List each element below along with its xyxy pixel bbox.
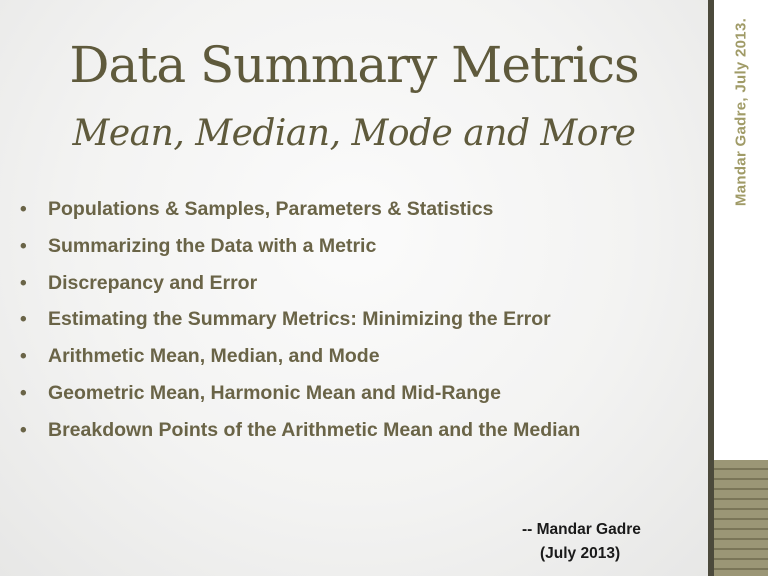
bullet-item xyxy=(20,272,580,309)
slide-title: Data Summary Metrics xyxy=(69,36,639,94)
bullet-icon: • xyxy=(20,199,27,220)
bullet-icon: • xyxy=(20,309,27,331)
side-caption: Mandar Gadre, July 2013. xyxy=(732,17,750,207)
bullet-item xyxy=(20,419,580,456)
bullet-icon: • xyxy=(20,382,27,404)
bullet-icon: • xyxy=(20,235,27,257)
side-stripes-decoration xyxy=(714,460,768,576)
bullet-icon: • xyxy=(20,419,27,441)
bullet-item xyxy=(20,345,580,382)
bullet-item xyxy=(20,382,580,419)
bullet-icon: • xyxy=(20,272,27,294)
bullet-text: Populations & Samples, Parameters & Statistics xyxy=(48,198,494,220)
bullet-text: Arithmetic Mean, Median, and Mode xyxy=(48,345,380,368)
bullet-item xyxy=(20,308,580,345)
bullet-text: Summarizing the Data with a Metric xyxy=(48,234,377,257)
bullet-text: Geometric Mean, Harmonic Mean and Mid-Range xyxy=(48,381,501,404)
bullet-item xyxy=(20,198,580,235)
bullet-item xyxy=(20,235,580,272)
bullet-icon: • xyxy=(20,346,27,368)
author-name: -- Mandar Gadre xyxy=(522,521,641,538)
bullet-list xyxy=(20,198,580,456)
bullet-text: Estimating the Summary Metrics: Minimizing the Error xyxy=(48,308,551,331)
author-date: (July 2013) xyxy=(540,545,621,562)
slide-subtitle: Mean, Median, Mode and More xyxy=(72,113,636,154)
author-block xyxy=(522,518,641,566)
bullet-text: Discrepancy and Error xyxy=(48,271,258,294)
bullet-text: Breakdown Points of the Arithmetic Mean and the Median xyxy=(48,418,581,441)
